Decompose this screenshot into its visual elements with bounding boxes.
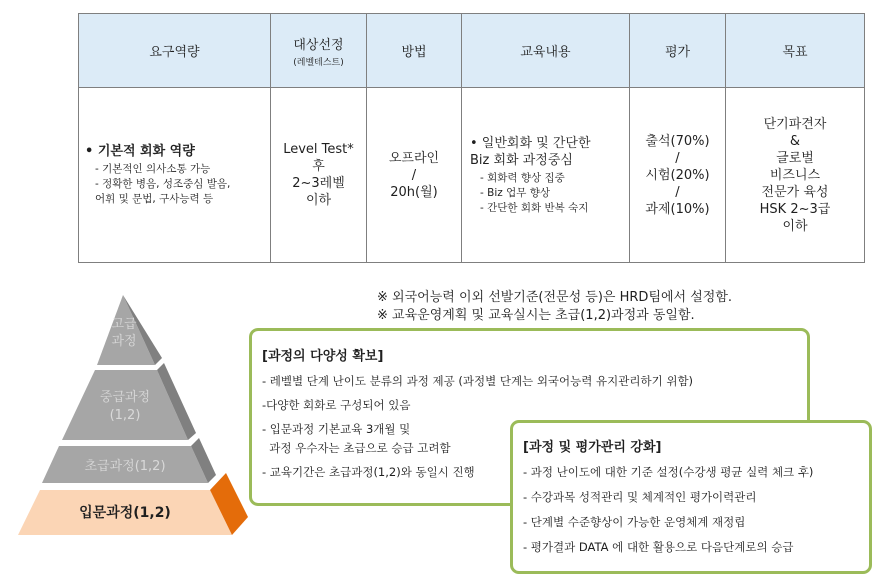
header-goal: 목표 — [726, 14, 865, 88]
course-diversity-title: [과정의 다양성 확보] — [262, 349, 384, 364]
cell-selection: Level Test* 후 2~3레벨 이하 — [271, 88, 367, 263]
cell-goal: 단기파견자 & 글로벌 비즈니스 전문가 육성 HSK 2~3급 이하 — [726, 88, 865, 263]
pyramid-label-advanced-2: 과정 — [111, 334, 137, 349]
evaluation-management-line: - 수강과목 성적관리 및 체계적인 평가이력관리 — [523, 490, 757, 504]
competency-item: - 정확한 병음, 성조중심 발음, — [95, 178, 231, 190]
evaluation-management-title: [과정 및 평가관리 강화] — [523, 440, 662, 455]
competency-main: • 기본적 회화 역량 — [85, 144, 195, 159]
pyramid-label-advanced-1: 고급 — [111, 317, 137, 332]
course-diversity-line: - 레벨별 단계 난이도 분류의 과정 제공 (과정별 단계는 외국어능력 유지관리하기 위함) — [262, 374, 694, 388]
header-content: 교육내용 — [462, 14, 630, 88]
content-main: • 일반회화 및 간단한 Biz 회화 과정중심 — [470, 135, 591, 168]
pyramid-label-beginner: 초급과정(1,2) — [84, 459, 166, 474]
header-evaluation: 평가 — [630, 14, 726, 88]
evaluation-management-line: - 평가결과 DATA 에 대한 활용으로 다음단계로의 승급 — [523, 540, 794, 554]
evaluation-management-line: - 단계별 수준향상이 가능한 운영체계 재정립 — [523, 515, 746, 529]
header-selection-sub: (레벨테스트) — [293, 57, 344, 68]
note-selection-criteria: ※ 외국어능력 이외 선발기준(전문성 등)은 HRD팀에서 설정함. — [377, 290, 733, 305]
evaluation-management-box — [510, 420, 872, 574]
course-diversity-line: - 교육기간은 초급과정(1,2)와 동일시 진행 — [262, 465, 475, 479]
course-level-pyramid — [0, 285, 250, 540]
competency-item: 어휘 및 문법, 구사능력 등 — [95, 193, 214, 205]
competency-item: - 기본적인 의사소통 가능 — [95, 163, 211, 175]
content-item: - Biz 업무 향상 — [480, 186, 551, 199]
content-item: - 간단한 회화 반복 숙지 — [480, 201, 589, 214]
note-operation-plan: ※ 교육운영계획 및 교육실시는 초급(1,2)과정과 동일함. — [377, 308, 695, 323]
pyramid-label-intermediate-2: (1,2) — [109, 408, 141, 423]
pyramid-label-intermediate-1: 중급과정 — [99, 390, 151, 405]
table-header-row — [79, 14, 865, 88]
header-selection: 대상선정 (레벨테스트) — [271, 14, 367, 88]
cell-evaluation: 출석(70%) / 시험(20%) / 과제(10%) — [630, 88, 726, 263]
course-diversity-line: -다양한 회화로 구성되어 있음 — [262, 398, 411, 412]
content-item: - 회화력 향상 집중 — [480, 171, 565, 184]
table-row — [79, 88, 865, 263]
course-diversity-line: 과정 우수자는 초급으로 승급 고려함 — [262, 441, 451, 455]
cell-competency — [79, 88, 271, 263]
header-method: 방법 — [367, 14, 462, 88]
pyramid-label-intro: 입문과정(1,2) — [79, 505, 171, 521]
cell-content — [462, 88, 630, 263]
course-diversity-line: - 입문과정 기본교육 3개월 및 — [262, 422, 411, 436]
evaluation-management-line: - 과정 난이도에 대한 기준 설정(수강생 평균 실력 체크 후) — [523, 465, 814, 479]
header-competency: 요구역량 — [79, 14, 271, 88]
curriculum-table — [78, 13, 865, 263]
cell-method: 오프라인 / 20h(월) — [367, 88, 462, 263]
